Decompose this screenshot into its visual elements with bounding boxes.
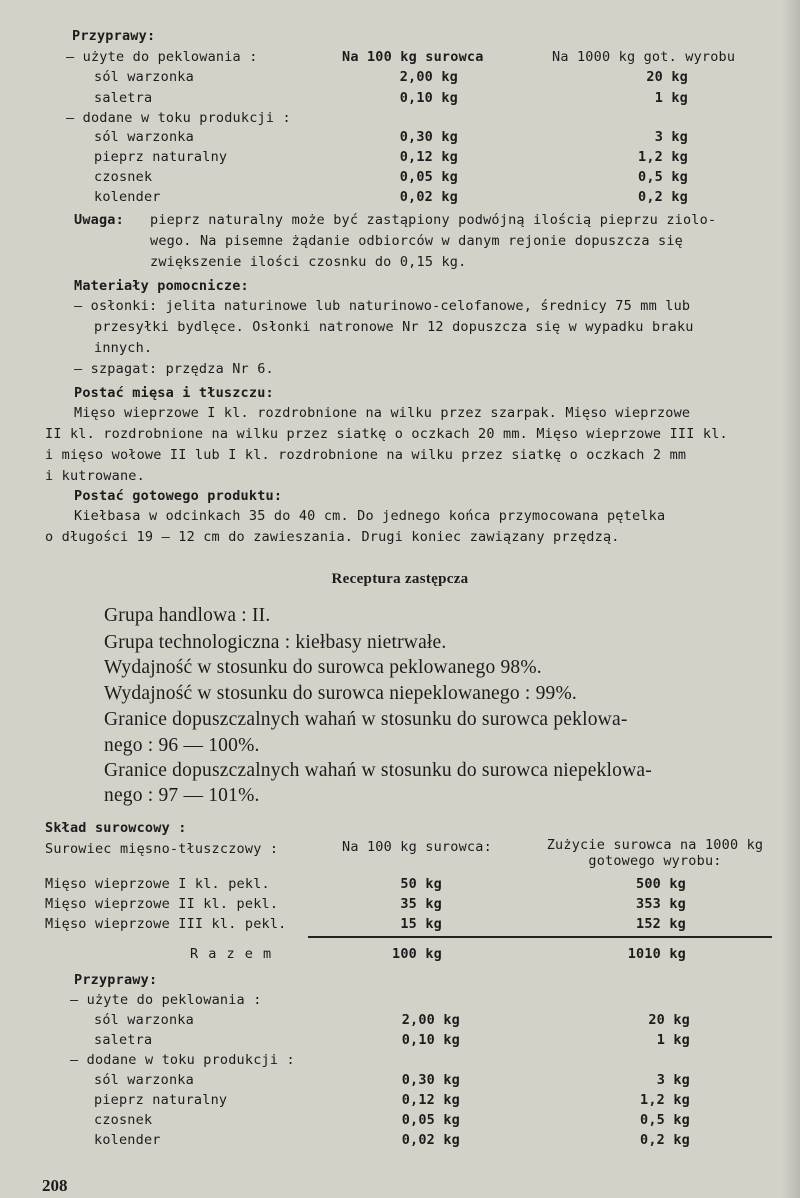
note-line: pieprz naturalny może być zastąpiony podwójną ilością pieprzu ziolo- — [150, 212, 717, 228]
product-form-line: Kiełbasa w odcinkach 35 do 40 cm. Do jednego końca przymocowana pętelka — [74, 508, 666, 524]
note-line: zwiększenie ilości czosnku do 0,15 kg. — [150, 254, 467, 270]
auxiliary-materials-heading: Materiały pomocnicze: — [74, 278, 249, 294]
spice-row-value-1000: 1,2 kg — [638, 149, 688, 165]
raw-material-row-value-1000: 152 kg — [636, 916, 686, 932]
recipe-info-line: Grupa technologiczna : kiełbasy nietrwałe. — [104, 632, 447, 653]
spice-row-value-1000: 0,5 kg — [638, 169, 688, 185]
spice-row-value-100: 2,00 kg — [401, 1012, 460, 1028]
column-header-per-1000kg: Zużycie surowca na 1000 kg — [546, 837, 764, 853]
spice-row-name: pieprz naturalny — [94, 1092, 228, 1108]
spice-row-value-1000: 20 kg — [646, 69, 688, 85]
note-line: wego. Na pisemne żądanie odbiorców w danym rejonie dopuszcza się — [150, 233, 683, 249]
spice-row-value-1000: 0,5 kg — [640, 1112, 690, 1128]
spice-row-value-100: 0,12 kg — [399, 149, 458, 165]
spice-row-name: sól warzonka — [94, 69, 194, 85]
total-value-100: 100 kg — [392, 946, 442, 962]
spice-row-value-100: 0,02 kg — [401, 1132, 460, 1148]
spice-row-value-1000: 3 kg — [656, 1072, 690, 1088]
spice-row-name: sól warzonka — [94, 1012, 194, 1028]
total-divider — [308, 936, 772, 938]
column-header-per-100kg: Na 100 kg surowca: — [342, 839, 492, 855]
raw-material-row-name: Mięso wieprzowe II kl. pekl. — [45, 896, 279, 912]
product-form-heading: Postać gotowego produktu: — [74, 488, 283, 504]
raw-material-row-name: Mięso wieprzowe III kl. pekl. — [45, 916, 287, 932]
auxiliary-materials-line: — szpagat: przędza Nr 6. — [74, 361, 274, 377]
meat-form-line: i kutrowane. — [45, 468, 145, 484]
spice-row-value-100: 0,30 kg — [401, 1072, 460, 1088]
column-header-raw-material: Surowiec mięsno-tłuszczowy : — [45, 841, 279, 857]
spice-row-value-100: 0,30 kg — [399, 129, 458, 145]
spice-row-value-1000: 1,2 kg — [640, 1092, 690, 1108]
note-label: Uwaga: — [74, 212, 124, 228]
spice-row-value-1000: 0,2 kg — [638, 189, 688, 205]
spices-heading: Przyprawy: — [74, 972, 158, 988]
spice-row-name: czosnek — [94, 169, 153, 185]
column-header-per-100kg: Na 100 kg surowca — [342, 49, 484, 65]
meat-form-line: i mięso wołowe II lub I kl. rozdrobnione na wilku przez siatkę o oczkach 2 mm — [45, 447, 687, 463]
meat-form-heading: Postać mięsa i tłuszczu: — [74, 385, 274, 401]
spices-heading: Przyprawy: — [72, 28, 156, 44]
raw-material-row-value-100: 15 kg — [400, 916, 442, 932]
auxiliary-materials-line: innych. — [94, 340, 153, 356]
column-header-per-1000kg: Na 1000 kg got. wyrobu — [552, 49, 736, 65]
product-form-line: o długości 19 — 12 cm do zawieszania. Drugi koniec zawiązany przędzą. — [45, 529, 620, 545]
recipe-info-line: nego : 97 — 101%. — [104, 785, 260, 806]
page-number: 208 — [42, 1176, 68, 1195]
spice-row-value-100: 0,10 kg — [399, 90, 458, 106]
meat-form-line: II kl. rozdrobnione na wilku przez siatkę o oczkach 20 mm. Mięso wieprzowe III kl. — [45, 426, 728, 442]
raw-material-row-value-1000: 500 kg — [636, 876, 686, 892]
recipe-info-line: Wydajność w stosunku do surowca peklowanego 98%. — [104, 657, 542, 678]
raw-material-heading: Skład surowcowy : — [45, 820, 187, 836]
page-edge-shadow — [782, 0, 800, 1198]
recipe-info-line: Granice dopuszczalnych wahań w stosunku do surowca peklowa- — [104, 709, 628, 730]
raw-material-row-value-100: 35 kg — [400, 896, 442, 912]
recipe-info-line: nego : 96 — 100%. — [104, 735, 260, 756]
total-label: R a z e m — [190, 946, 273, 962]
spice-row-value-1000: 3 kg — [654, 129, 688, 145]
recipe-info-line: Grupa handlowa : II. — [104, 605, 271, 626]
section-title: Receptura zastępcza — [331, 571, 469, 587]
spice-row-name: czosnek — [94, 1112, 153, 1128]
meat-form-line: Mięso wieprzowe I kl. rozdrobnione na wilku przez szarpak. Mięso wieprzowe — [74, 405, 691, 421]
added-spices-heading: — dodane w toku produkcji : — [66, 110, 291, 126]
spice-row-value-100: 0,05 kg — [401, 1112, 460, 1128]
raw-material-row-name: Mięso wieprzowe I kl. pekl. — [45, 876, 270, 892]
spice-row-name: saletra — [94, 1032, 153, 1048]
raw-material-row-value-1000: 353 kg — [636, 896, 686, 912]
cured-spices-heading: — użyte do peklowania : — [70, 992, 262, 1008]
spice-row-name: kolender — [94, 189, 161, 205]
auxiliary-materials-line: przesyłki bydlęce. Osłonki natronowe Nr 12 dopuszcza się w wypadku braku — [94, 319, 694, 335]
spice-row-value-1000: 20 kg — [648, 1012, 690, 1028]
raw-material-row-value-100: 50 kg — [400, 876, 442, 892]
recipe-info-line: Granice dopuszczalnych wahań w stosunku do surowca niepeklowa- — [104, 760, 652, 781]
spice-row-value-1000: 1 kg — [654, 90, 688, 106]
column-header-per-1000kg: gotowego wyrobu: — [588, 853, 722, 869]
spice-row-value-1000: 0,2 kg — [640, 1132, 690, 1148]
added-spices-heading: — dodane w toku produkcji : — [70, 1052, 295, 1068]
spice-row-name: pieprz naturalny — [94, 149, 228, 165]
spice-row-value-100: 2,00 kg — [399, 69, 458, 85]
spice-row-value-100: 0,12 kg — [401, 1092, 460, 1108]
spice-row-name: sól warzonka — [94, 129, 194, 145]
spice-row-name: sól warzonka — [94, 1072, 194, 1088]
cured-spices-heading: — użyte do peklowania : — [66, 49, 258, 65]
auxiliary-materials-line: — osłonki: jelita naturinowe lub naturinowo-celofanowe, średnicy 75 mm lub — [74, 298, 691, 314]
spice-row-value-100: 0,10 kg — [401, 1032, 460, 1048]
spice-row-value-100: 0,05 kg — [399, 169, 458, 185]
spice-row-name: saletra — [94, 90, 153, 106]
recipe-info-line: Wydajność w stosunku do surowca niepeklowanego : 99%. — [104, 683, 578, 704]
total-value-1000: 1010 kg — [627, 946, 686, 962]
spice-row-value-1000: 1 kg — [656, 1032, 690, 1048]
spice-row-name: kolender — [94, 1132, 161, 1148]
spice-row-value-100: 0,02 kg — [399, 189, 458, 205]
